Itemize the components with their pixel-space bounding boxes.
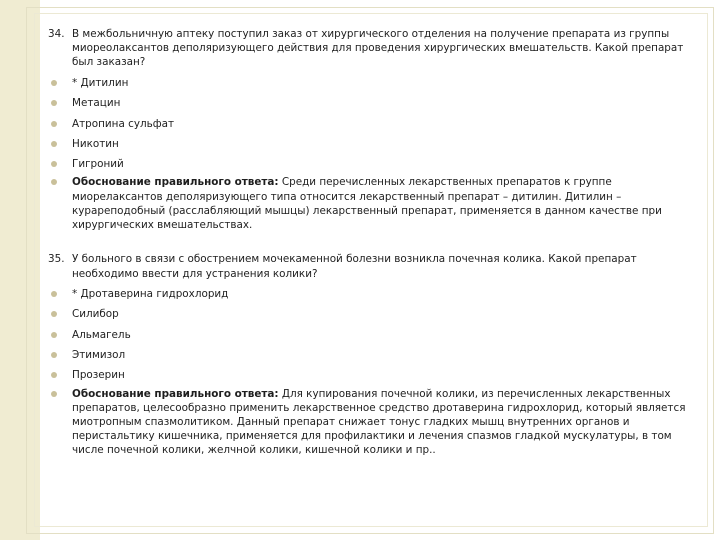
option-label: * Дитилин bbox=[72, 76, 129, 89]
bullet-icon bbox=[51, 311, 57, 317]
option-label: * Дротаверина гидрохлорид bbox=[72, 287, 229, 300]
option-label: Прозерин bbox=[72, 369, 125, 382]
option-item bbox=[48, 328, 694, 342]
option-item bbox=[48, 287, 694, 301]
question-number: 34. bbox=[48, 28, 65, 40]
option-label: Этимизол bbox=[72, 349, 126, 362]
bullet-icon bbox=[51, 141, 57, 147]
justification-text: Среди перечисленных лекарственных препаратов к группе миорелаксантов деполяризующего типа относится лекарственный препарат – дитилин. Дитилин – курареподобный (расслабляющий мышцы) лекарственный препарат, применяется в данном качестве при хирургических вмешательствах. bbox=[72, 176, 662, 232]
justification-label: Обоснование правильного ответа: bbox=[72, 176, 279, 189]
bullet-icon bbox=[51, 352, 57, 358]
question-35 bbox=[48, 252, 694, 280]
option-item bbox=[48, 117, 694, 131]
option-item bbox=[48, 137, 694, 151]
bullet-icon bbox=[51, 291, 57, 297]
question-number: 35. bbox=[48, 253, 65, 266]
option-item bbox=[48, 307, 694, 321]
option-item bbox=[48, 76, 694, 90]
question-34 bbox=[48, 27, 694, 70]
justification-text: Для купирования почечной колики, из перечисленных лекарственных препаратов, целесообразно применить лекарственное средство дротаверина гидрохлорид, который является миотропным спазмолитиком. Данный препарат снижает тонус гладких мышц внутренних органов и перистальтику кишечника, применяется для профилактики и лечения спазмов гладкой мускулатуры, в том числе почечной колики, желчной колики, кишечной колики и пр.. bbox=[72, 387, 686, 457]
option-label: Альмагель bbox=[72, 328, 131, 341]
bullet-icon bbox=[51, 372, 57, 378]
option-item bbox=[48, 157, 694, 171]
option-item bbox=[48, 348, 694, 362]
slide-content bbox=[48, 27, 694, 458]
question-text: У больного в связи с обострением мочекаменной болезни возникла почечная колика. Какой препарат необходимо ввести для устранения колики? bbox=[72, 253, 637, 280]
bullet-icon bbox=[51, 80, 57, 86]
options-list-35 bbox=[48, 287, 694, 458]
option-label: Атропина сульфат bbox=[72, 117, 175, 130]
bullet-icon bbox=[51, 161, 57, 167]
bullet-icon bbox=[51, 179, 57, 185]
option-label: Гигроний bbox=[72, 158, 124, 171]
option-item bbox=[48, 368, 694, 382]
bullet-icon bbox=[51, 391, 57, 397]
option-item bbox=[48, 96, 694, 110]
bullet-icon bbox=[51, 332, 57, 338]
question-text: В межбольничную аптеку поступил заказ от хирургического отделения на получение препарата из группы миореолаксантов деполяризующего действия для проведения хирургических вмешательств. Какой препарат был заказан? bbox=[72, 28, 684, 69]
bullet-icon bbox=[51, 100, 57, 106]
justification-label: Обоснование правильного ответа: bbox=[72, 387, 279, 400]
bullet-icon bbox=[51, 121, 57, 127]
option-label: Силибор bbox=[72, 308, 119, 321]
justification-item bbox=[48, 387, 694, 458]
options-list-34 bbox=[48, 76, 694, 233]
option-label: Метацин bbox=[72, 97, 121, 110]
option-label: Никотин bbox=[72, 137, 119, 150]
justification-item bbox=[48, 175, 694, 232]
